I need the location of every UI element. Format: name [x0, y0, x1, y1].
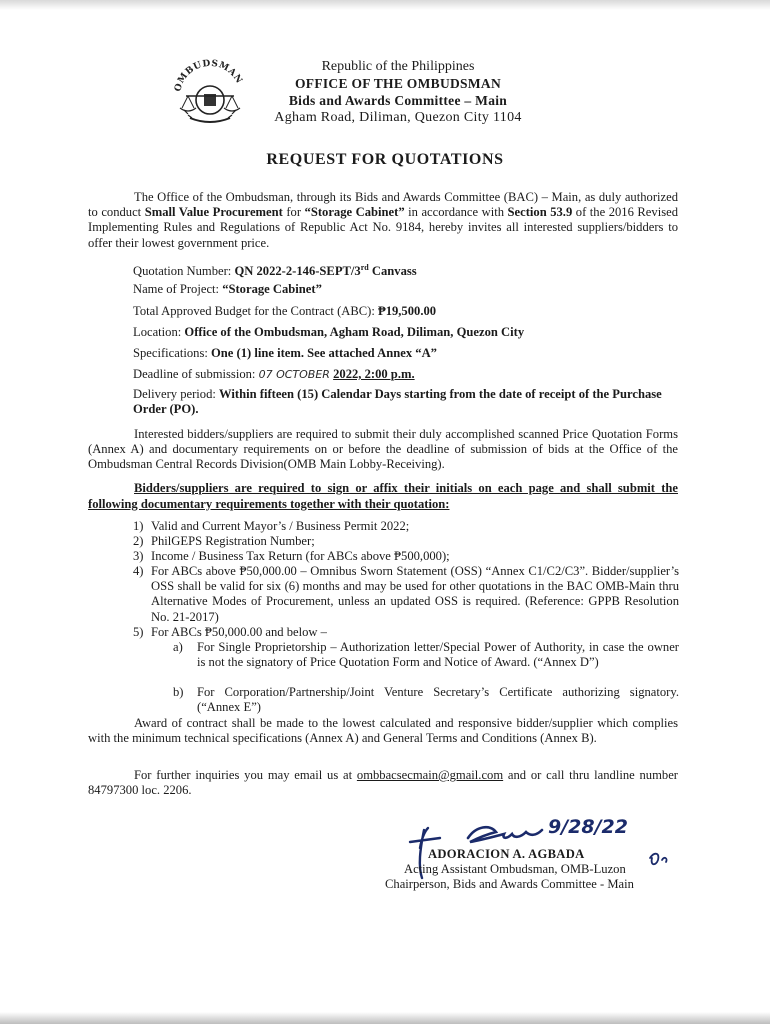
list-item-text: PhilGEPS Registration Number; — [151, 534, 315, 548]
signature-date-handwritten: 9/28/22 — [548, 816, 628, 838]
intro-text-2: for — [282, 205, 305, 220]
scan-edge-bottom — [0, 1012, 770, 1024]
intro-bold-section: Section 53.9 — [507, 205, 573, 220]
delivery-value: Within fifteen (15) Calendar Days starting from the date of receipt of the Purchase Order (PO). — [133, 387, 662, 417]
quotation-suffix: Canvass — [368, 264, 417, 279]
scan-edge-top — [0, 0, 770, 10]
list-item-number: 5) — [133, 625, 144, 639]
email-link[interactable]: ombbacsecmain@gmail.com — [356, 768, 504, 782]
delivery-label: Delivery period: — [133, 387, 220, 401]
spec-value: One (1) line item. See attached Annex “A” — [211, 346, 437, 360]
intro-text-3: in accordance with — [404, 205, 508, 220]
abc-label: Total Approved Budget for the Contract (ABC): — [133, 304, 378, 318]
quotation-label: Quotation Number: — [133, 264, 235, 279]
location-value: Office of the Ombudsman, Agham Road, Diliman, Quezon City — [184, 325, 525, 339]
list-item-text: Income / Business Tax Return (for ABCs above ₱500,000); — [151, 549, 450, 563]
page-title: REQUEST FOR QUOTATIONS — [266, 151, 504, 168]
intro-bold-project: “Storage Cabinet” — [304, 205, 405, 220]
interested-paragraph: Interested bidders/suppliers are required to submit their duly accomplished scanned Price Quotation Forms (Annex A) and documentary requirements on or before the deadline of submission of bids at the Office of the Ombudsman Central Records Division(OMB Main Lobby-Receiving). — [88, 427, 678, 472]
project-name-field — [133, 282, 683, 297]
deadline-handwritten-date: 07 OCTOBER — [258, 368, 330, 381]
republic-line: Republic of the Philippines — [321, 59, 475, 74]
office-name: OFFICE OF THE OMBUDSMAN — [294, 76, 502, 91]
project-label: Name of Project: — [133, 282, 223, 296]
office-address: Agham Road, Diliman, Quezon City 1104 — [274, 110, 522, 125]
award-paragraph: Award of contract shall be made to the lowest calculated and responsive bidder/supplier which complies with the minimum technical specifications (Annex A) and General Terms and Conditions (Annex B). — [88, 716, 678, 746]
deadline-value: 2022, 2:00 p.m. — [333, 367, 415, 381]
deadline-field — [133, 367, 683, 382]
quotation-number-field — [133, 260, 683, 279]
signatory-chair-title: Chairperson, Bids and Awards Committee - Main — [385, 877, 634, 891]
sub-item-letter: a) — [173, 640, 183, 654]
quotation-sup: rd — [360, 263, 369, 272]
list-item-text: For ABCs above ₱50,000.00 – Omnibus Sworn Statement (OSS) “Annex C1/C2/C3”. Bidder/supplier’s OSS shall be valid for six (6) months and may be used for other quotations in the BAC OMB-Main thru Alternative Modes of Procurement, unless an updated OSS is required. (Reference: GPPB Resolution No. 21-2017) — [151, 564, 679, 624]
abc-value: ₱19,500.00 — [378, 304, 437, 318]
signatory-title: Acting Assistant Ombudsman, OMB-Luzon — [404, 862, 626, 876]
inquiry-text-before: For further inquiries you may email us at — [134, 768, 357, 782]
inquiry-paragraph — [88, 768, 678, 798]
project-value: “Storage Cabinet” — [222, 282, 322, 296]
committee-name: Bids and Awards Committee – Main — [288, 93, 508, 108]
inquiry-text-after: and or call thru landline number 84797300 loc. 2206. — [88, 768, 678, 798]
list-item-number: 1) — [133, 519, 144, 533]
location-label: Location: — [133, 325, 185, 339]
list-item-number: 2) — [133, 534, 144, 548]
signatory-name: ADORACION A. AGBADA — [428, 847, 585, 861]
list-item-text: Valid and Current Mayor’s / Business Permit 2022; — [151, 519, 410, 533]
letterhead — [268, 58, 528, 126]
list-item-number: 3) — [133, 549, 144, 563]
list-item-number: 4) — [133, 564, 144, 578]
intro-bold-procurement: Small Value Procurement — [144, 205, 283, 220]
sub-item-letter: b) — [173, 685, 184, 699]
requirements-heading: Bidders/suppliers are required to sign or affix their initials on each page and shall submit the following documentary requirements together with their quotation: — [88, 481, 678, 511]
location-field — [133, 325, 683, 340]
quotation-value: QN 2022-2-146-SEPT/3 — [234, 264, 361, 279]
delivery-period-field — [133, 387, 681, 417]
intro-text-1: The Office of the Ombudsman, through its Bids and Awards Committee (BAC) – Main, as duly authorized to conduct — [88, 190, 678, 220]
sub-item-text: For Corporation/Partnership/Joint Venture Secretary’s Certificate authorizing signatory. (“Annex E”) — [197, 685, 679, 715]
list-item-text: For ABCs ₱50,000.00 and below – — [151, 625, 327, 639]
intro-text-4: of the 2016 Revised Implementing Rules and Regulations of Republic Act No. 9184, hereby invites all interested suppliers/bidders to offer their lowest government price. — [88, 205, 678, 250]
sub-item-text: For Single Proprietorship – Authorization letter/Special Power of Authority, in case the owner is not the signatory of Price Quotation Form and Notice of Award. (“Annex D”) — [197, 640, 679, 670]
deadline-label: Deadline of submission: — [133, 367, 259, 381]
svg-text:OMBUDSMAN: OMBUDSMAN — [173, 58, 244, 93]
abc-field — [133, 304, 683, 319]
spec-label: Specifications: — [133, 346, 211, 360]
specifications-field — [133, 346, 683, 361]
intro-paragraph — [88, 190, 678, 251]
ombudsman-seal-icon — [166, 52, 254, 130]
